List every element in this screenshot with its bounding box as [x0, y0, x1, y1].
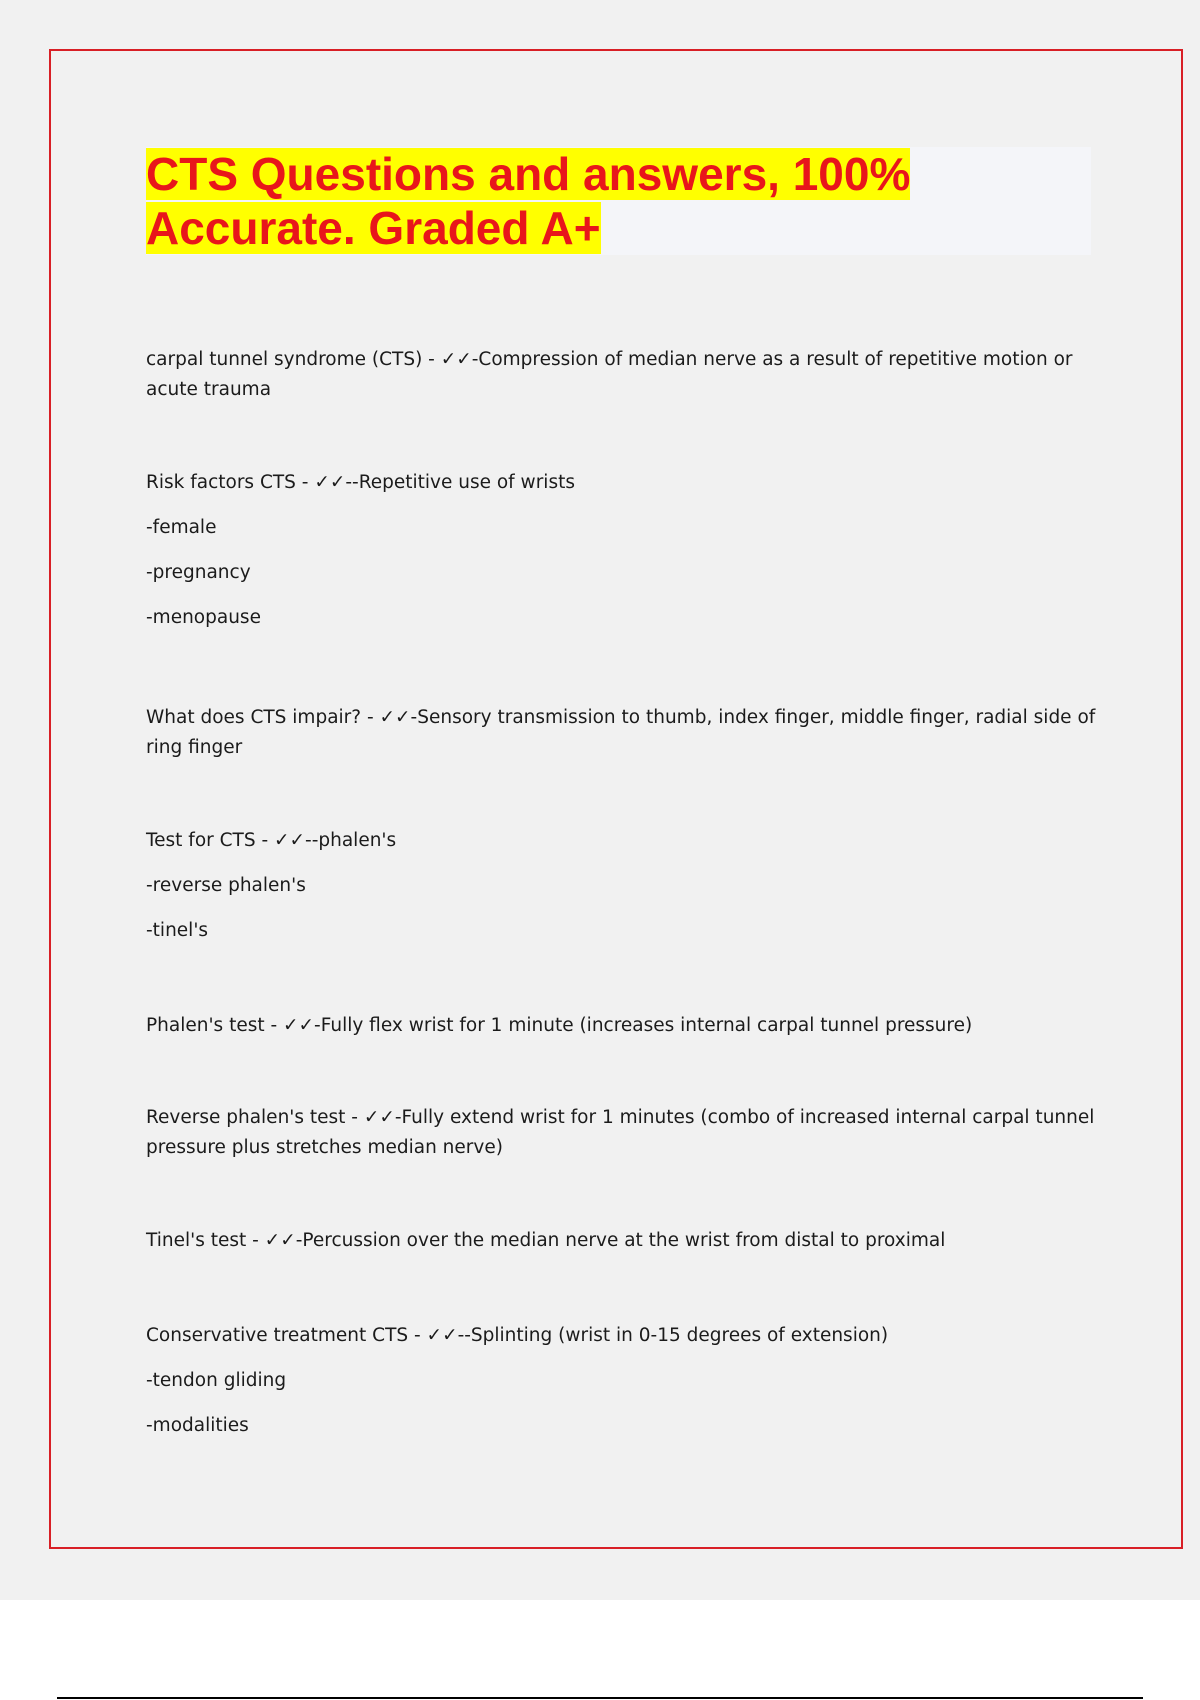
qa-item-tests [146, 826, 396, 946]
title-line-1: CTS Questions and answers, 100% [146, 148, 911, 200]
qa-text-line: acute trauma [146, 379, 272, 400]
qa-item-conservative-treatment [146, 1321, 888, 1441]
qa-text-line: carpal tunnel syndrome (CTS) - ✓✓-Compression of median nerve as a result of repetitive motion or [146, 349, 1073, 370]
qa-text-line: Phalen's test - ✓✓-Fully flex wrist for 1 minute (increases internal carpal tunnel pressure) [146, 1015, 973, 1036]
qa-text-line: pressure plus stretches median nerve) [146, 1137, 503, 1158]
qa-list-item: -reverse phalen's [146, 875, 306, 896]
qa-item-cts-definition [146, 345, 1073, 405]
qa-item-tinels-test [146, 1226, 945, 1256]
qa-item-cts-impair [146, 703, 1095, 763]
title-block [146, 147, 1091, 255]
qa-text-line: ring finger [146, 737, 243, 758]
qa-list-item: -tendon gliding [146, 1370, 287, 1391]
qa-text-line: Tinel's test - ✓✓-Percussion over the median nerve at the wrist from distal to proximal [146, 1230, 946, 1251]
qa-item-reverse-phalens-test [146, 1103, 1094, 1163]
qa-list-item: -tinel's [146, 920, 209, 941]
qa-text-line: Conservative treatment CTS - ✓✓--Splinting (wrist in 0-15 degrees of extension) [146, 1325, 889, 1346]
qa-list-item: -modalities [146, 1415, 249, 1436]
qa-item-phalens-test [146, 1011, 972, 1041]
page-footer-divider [57, 1697, 1143, 1699]
title-line-2: Accurate. Graded A+ [146, 202, 601, 254]
qa-text-line: Test for CTS - ✓✓--phalen's [146, 830, 397, 851]
qa-text-line: What does CTS impair? - ✓✓-Sensory transmission to thumb, index finger, middle finger, radial side of [146, 707, 1096, 728]
document-title [146, 147, 910, 255]
qa-text-line: Risk factors CTS - ✓✓--Repetitive use of wrists [146, 472, 575, 493]
qa-list-item: -menopause [146, 607, 261, 628]
qa-list-item: -pregnancy [146, 562, 251, 583]
qa-list-item: -female [146, 517, 217, 538]
qa-item-risk-factors [146, 468, 575, 633]
qa-text-line: Reverse phalen's test - ✓✓-Fully extend wrist for 1 minutes (combo of increased internal carpal tunnel [146, 1107, 1095, 1128]
